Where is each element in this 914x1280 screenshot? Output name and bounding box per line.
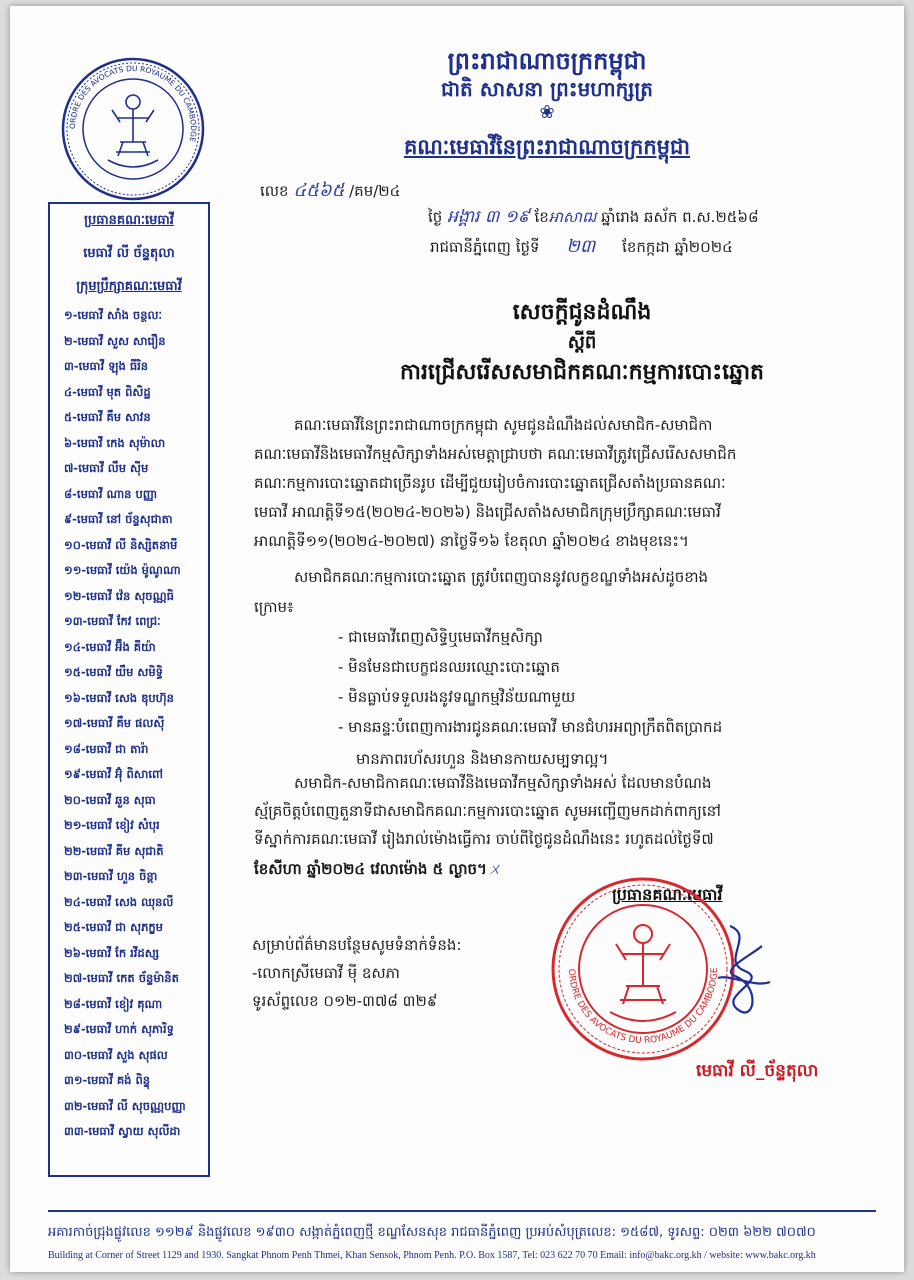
council-member-item: ៣០-មេធាវី សួង សុផល bbox=[64, 1047, 168, 1062]
council-member-item: ២០-មេធាវី ឆួន សុធា bbox=[64, 792, 156, 807]
council-member-item: ៣៣-មេធាវី ស្វាយ សុលីដា bbox=[64, 1124, 181, 1138]
council-member-item: ៨-មេធាវី ណាន បញ្ញា bbox=[64, 486, 158, 501]
council-member-item: ១៩-មេធាវី អ៊ុំ ពិសាពៅ bbox=[64, 767, 163, 781]
date-day: ២៣ bbox=[566, 236, 596, 257]
council-member-item: ២៨-មេធាវី ខៀវ គុណា bbox=[64, 996, 163, 1011]
council-member-item: ២១-មេធាវី ខៀវ សំបុរ bbox=[64, 818, 160, 832]
council-member-item: ៦-មេធាវី កេង សុម៉ាលា bbox=[64, 435, 166, 450]
reference-number: ៤៥៦៥ bbox=[293, 180, 345, 201]
lunar-suffix: ឆ្នាំរោង ឆស័ក ព.ស.២៥៦៨ bbox=[601, 208, 759, 226]
lunar-month-prefix: ខែ bbox=[534, 208, 549, 226]
paragraph-line: គណៈមេធាវីនិងមេធាវីកម្មសិក្សាទាំងអស់មេត្តាជ្រាបថា គណៈមេធាវីត្រូវជ្រើសរើសសមាជិក bbox=[254, 445, 737, 463]
council-member-item: ២២-មេធាវី គីម សុជាតិ bbox=[64, 843, 164, 858]
requirement-4-cont: មានភាពរហ័សរហួន និងមានកាយសម្បទាល្អ។ bbox=[356, 750, 609, 768]
ornament-icon: ❀ bbox=[539, 102, 555, 123]
council-member-item: ២៩-មេធាវី ហាក់ សុភារិទ្ធ bbox=[64, 1022, 174, 1036]
council-member-item: ១២-មេធាវី វ៉េន សុចណ្ណធិ bbox=[64, 588, 174, 603]
notice-title: សេចក្ដីជូនដំណឹង bbox=[512, 300, 652, 325]
contact-phone: ទូរស័ព្ទលេខ ០១២-៣៧៨ ៣២៩ bbox=[252, 992, 438, 1010]
council-member-item: ២៥-មេធាវី ជា សុភក្ខម bbox=[64, 920, 163, 934]
document-page bbox=[10, 6, 904, 1272]
svg-text:ORDRE DES AVOCATS DU ROYAUME D: ORDRE DES AVOCATS DU ROYAUME DU CAMBODGE bbox=[67, 63, 199, 143]
council-member-item: ១៥-មេធាវី យឹម សមិទ្ធិ bbox=[64, 665, 163, 679]
signatory-name: មេធាវី លី_ច័ន្ទតុលា bbox=[696, 1061, 819, 1081]
requirements-intro: សមាជិកគណៈកម្មការបោះឆ្នោត ត្រូវបំពេញបាននូវលក្ខខណ្ឌទាំងអស់ដូចខាង bbox=[294, 568, 709, 586]
notice-subtitle: ស្ដីពី bbox=[567, 332, 597, 353]
paragraph-line: អាណត្តិទី១១(២០២៤-២០២៧) នាថ្ងៃទី១៦ ខែតុលា ឆ្នាំ២០២៤ ខាងមុខនេះ។ bbox=[254, 532, 689, 550]
handwritten-signature bbox=[700, 916, 780, 1026]
council-member-item: ៥-មេធាវី គឹម សាវន bbox=[64, 410, 151, 424]
council-member-item: ១៣-មេធាវី កែវ ពេជ្រៈ bbox=[64, 614, 161, 628]
kingdom-heading: ព្រះរាជាណាចក្រកម្ពុជា bbox=[447, 47, 647, 75]
deadline-text: ខែសីហា ឆ្នាំ២០២៤ វេលាម៉ោង ៥ ល្ងាច។ bbox=[254, 860, 487, 878]
lunar-month: អាសាឍ bbox=[548, 208, 597, 226]
council-member-item: ១៧-មេធាវី គឹម ផលស៊ី bbox=[64, 716, 165, 730]
notice-topic: ការជ្រើសរើសសមាជិកគណៈកម្មការបោះឆ្នោត bbox=[400, 360, 764, 385]
council-member-item: ១-មេធាវី សាំង ចន្ថលៈ bbox=[64, 308, 162, 322]
paragraph-line: ស្ម័គ្រចិត្តបំពេញតួនាទីជាសមាជិកគណៈកម្មការបោះឆ្នោត សូមអញ្ជើញមកដាក់ពាក្យនៅ bbox=[254, 802, 721, 820]
requirement-item: - ជាមេធាវីពេញសិទ្ធិឬមេធាវីកម្មសិក្សា bbox=[338, 628, 543, 646]
council-member-item: ២៦-មេធាវី កែ រវីដស្ស bbox=[64, 945, 160, 960]
footer-divider bbox=[48, 1210, 876, 1212]
requirement-item: - មានឆន្ទៈបំពេញការងារជូនគណៈមេធាវី មានជំហរអព្យាក្រឹតពិតប្រាកដ bbox=[338, 718, 723, 736]
motto-heading: ជាតិ សាសនា ព្រះមហាក្សត្រ bbox=[441, 77, 653, 101]
council-member-item: ១០-មេធាវី លី និស្សិតនាមី bbox=[64, 537, 178, 552]
council-member-item: ៩-មេធាវី នៅ ច័ន្ទសុជាតា bbox=[64, 512, 173, 526]
organization-heading: គណៈមេធាវីនៃព្រះរាជាណាចក្រកម្ពុជា bbox=[403, 135, 691, 159]
council-member-item: ៤-មេធាវី មុត ពិសិដ្ឋ bbox=[64, 384, 151, 399]
sidebar-president-name: មេធាវី លី ច័ន្ទតុលា bbox=[83, 246, 175, 261]
council-member-item: ២៧-មេធាវី កេត ច័ន្ទម៉ានិត bbox=[64, 971, 179, 985]
council-member-item: ៣២-មេធាវី លី សុចណ្ណបញ្ញា bbox=[64, 1098, 186, 1113]
date-suffix: ខែកក្កដា ឆ្នាំ២០២៤ bbox=[622, 238, 733, 256]
council-member-item: ១១-មេធាវី យ៉េង ម៉ូណូណា bbox=[64, 563, 181, 577]
council-sidebar bbox=[48, 202, 210, 1177]
contact-person: -លោកស្រីមេធាវី ម៉ី ឧសភា bbox=[252, 964, 400, 982]
requirements-intro-cont: ក្រោម៖ bbox=[254, 598, 294, 616]
sidebar-president-title: ប្រធានគណៈមេធាវី bbox=[84, 213, 174, 228]
solar-date-line bbox=[430, 234, 733, 261]
council-member-item: ៣-មេធាវី ឡុង ធីរិន bbox=[64, 359, 149, 373]
paragraph-line: គណៈកម្មការបោះឆ្នោតជាច្រើនរូប ដើម្បីជួយរៀបចំការបោះឆ្នោតជ្រើសតាំងប្រធានគណៈ bbox=[254, 474, 726, 492]
requirement-item: - មិនធ្លាប់ទទួលរងនូវទណ្ឌកម្មវិន័យណាមួយ bbox=[338, 688, 576, 706]
paragraph-line: ទីស្នាក់ការគណៈមេធាវី រៀងរាល់ម៉ោងធ្វើការ ចាប់ពីថ្ងៃជូនដំណឹងនេះ រហូតដល់ថ្ងៃទី៧ bbox=[254, 830, 714, 848]
council-member-item: ២៣-មេធាវី ហួន ចិន្តា bbox=[64, 869, 158, 883]
paragraph-line: គណៈមេធាវីនៃព្រះរាជាណាចក្រកម្ពុជា សូមជូនដំណឹងដល់សមាជិក-សមាជិកា bbox=[294, 416, 713, 434]
council-member-item: ២-មេធាវី សួស សារឿន bbox=[64, 333, 166, 348]
deadline-line: ខែសីហា ឆ្នាំ២០២៤ វេលាម៉ោង ៥ ល្ងាច។ㄨ bbox=[254, 860, 502, 878]
footer-address-khmer: អគារកាច់ជ្រុងផ្លូវលេខ ១១២៩ និងផ្លូវលេខ ១៩៣០ សង្កាត់ភ្នំពេញថ្មី ខណ្ឌសែនសុខ រាជធានីភ្នំពេញ ប្រអប់សំបុត្រលេខ: ១៥៨៧, ទូរសព្ទ: ០២៣ ៦២២ ៧០៧០ bbox=[48, 1225, 816, 1240]
council-member-list bbox=[50, 303, 208, 1145]
council-member-item: ៣១-មេធាវី គង់ ពិន្ទុ bbox=[64, 1073, 151, 1087]
council-member-item: ២៤-មេធាវី សេង ឈុនលី bbox=[64, 894, 174, 909]
requirement-item: - មិនមែនជាបេក្ខជនឈរឈ្មោះបោះឆ្នោត bbox=[338, 658, 560, 676]
council-member-item: ១៨-មេធាវី ជា តារ៉ា bbox=[64, 741, 149, 756]
council-member-item: ១៦-មេធាវី សេង ឌុបហ៊ុន bbox=[64, 690, 174, 705]
svg-text:ORDRE DES AVOCATS DU ROYAUME D: ORDRE DES AVOCATS DU ROYAUME DU CAMBODGE bbox=[565, 967, 721, 1047]
lunar-date-line bbox=[428, 206, 759, 231]
bar-association-seal-logo bbox=[60, 56, 206, 202]
reference-suffix: /គម/២៤ bbox=[349, 182, 401, 200]
council-member-item: ៧-មេធាវី លឹម ស៊ីម bbox=[64, 461, 149, 475]
council-member-item: ១៤-មេធាវី អ៊ឹង គីយ៉ា bbox=[64, 639, 156, 654]
paragraph-line: មេធាវី អាណត្តិទី១៥(២០២៤-២០២៦) និងជ្រើសតាំងសមាជិកក្រុមប្រឹក្សាគណៈមេធាវី bbox=[254, 503, 721, 521]
contact-heading: សម្រាប់ព័ត៌មានបន្ថែមសូមទំនាក់ទំនង: bbox=[252, 936, 462, 954]
footer-address-english: Building at Corner of Street 1129 and 1930. Sangkat Phnom Penh Thmei, Khan Sensok, Phnom Penh. P.O. Box 1587, Tel: 023 622 70 70 Email: info@bakc.org.kh / website: www.bakc.org.kh bbox=[48, 1250, 816, 1261]
sidebar-council-title: ក្រុមប្រឹក្សាគណៈមេធាវី bbox=[76, 279, 182, 294]
lunar-prefix: ថ្ងៃ bbox=[428, 208, 443, 226]
lunar-day: អង្គារ ៣ ១៩ bbox=[447, 207, 530, 227]
reference-line bbox=[260, 178, 400, 205]
reference-prefix: លេខ bbox=[260, 182, 289, 200]
date-prefix: រាជធានីភ្នំពេញ ថ្ងៃទី bbox=[430, 238, 540, 256]
paragraph-line: សមាជិក-សមាជិកាគណៈមេធាវីនិងមេធាវីកម្មសិក្សាទាំងអស់ ដែលមានបំណង bbox=[294, 774, 712, 792]
signatory-title: ប្រធានគណៈមេធាវី bbox=[612, 885, 723, 904]
